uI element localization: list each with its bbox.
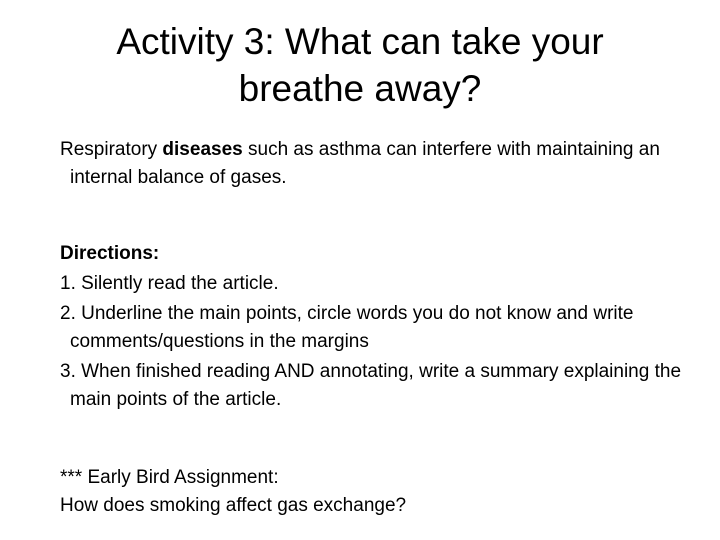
intro-suffix: such as asthma can interfere with maintaining an internal balance of gases.	[70, 139, 660, 188]
intro-prefix: Respiratory	[60, 139, 163, 160]
title-line-2: breathe away?	[238, 68, 482, 109]
early-bird-heading: *** Early Bird Assignment:	[60, 467, 279, 488]
direction-step-3: 3. When finished reading AND annotating, write a summary explaining the main points of the article.	[60, 361, 682, 410]
direction-step-1: 1. Silently read the article.	[60, 273, 279, 294]
slide-body	[60, 136, 700, 520]
directions-heading: Directions:	[60, 243, 160, 264]
intro-paragraph	[60, 136, 700, 192]
direction-step-2: 2. Underline the main points, circle words you do not know and write comments/questions in the margins	[60, 303, 634, 352]
spacer	[60, 414, 700, 464]
intro-bold-word: diseases	[162, 139, 243, 160]
spacer	[60, 192, 700, 240]
title-line-1: Activity 3: What can take your	[116, 21, 604, 62]
slide-title	[40, 18, 680, 112]
early-bird-question: How does smoking affect gas exchange?	[60, 495, 407, 516]
